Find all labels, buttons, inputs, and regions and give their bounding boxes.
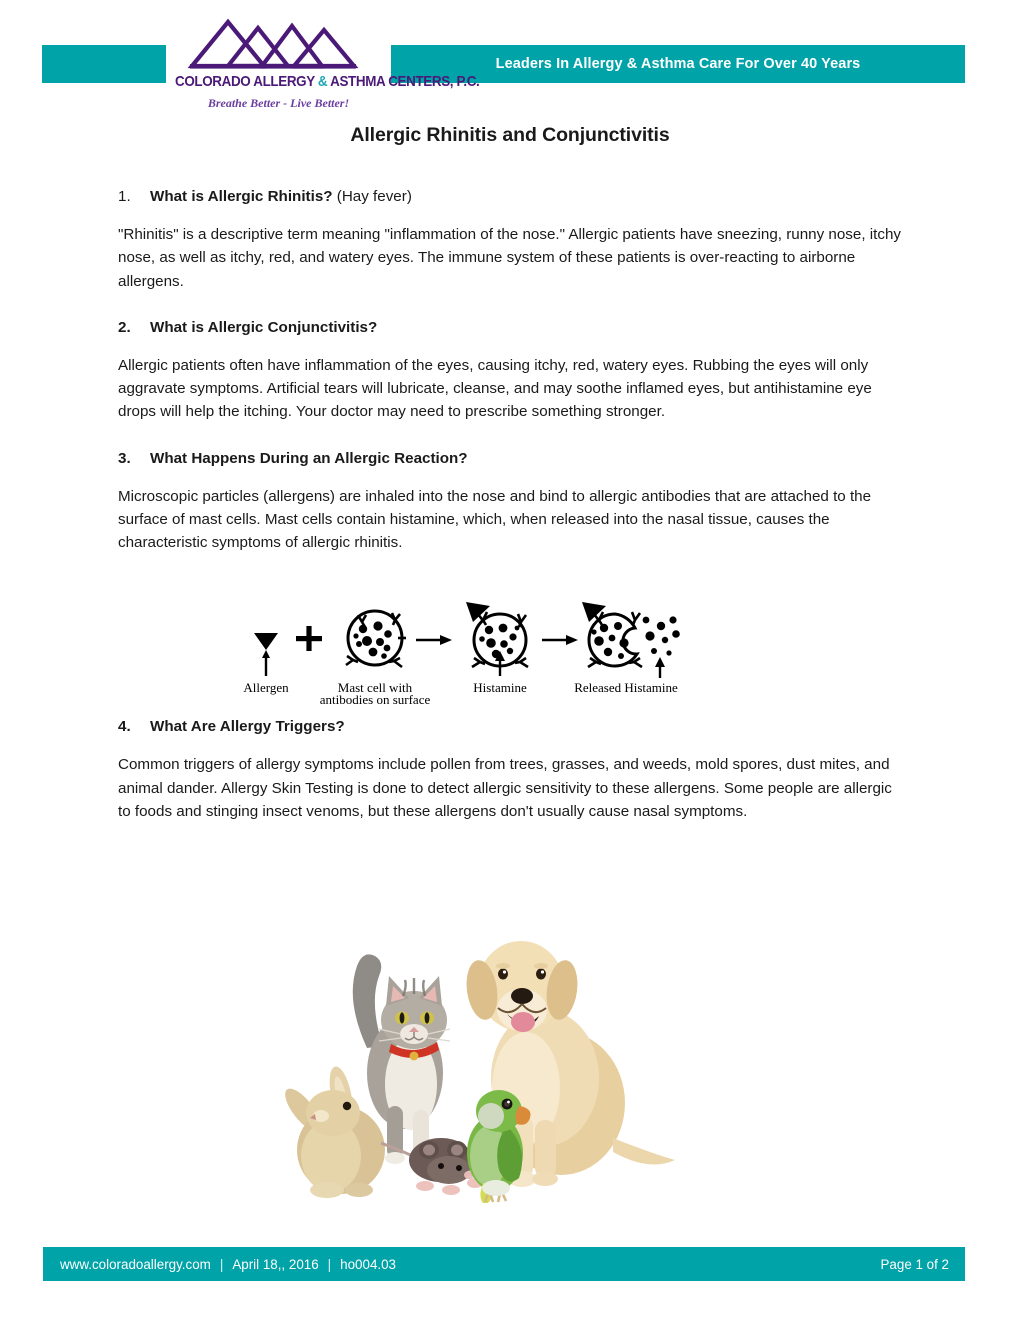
section-heading-2 [118,319,908,336]
logo-company-name [175,74,480,90]
section-number-3: 3. [118,449,131,467]
footer-website[interactable]: www.coloradoallergy.com [60,1256,211,1272]
mast-cell-2 [466,602,528,676]
section-title-4: What Are Allergy Triggers? [150,718,345,736]
section-title-1-main: What is Allergic Rhinitis? [150,188,333,205]
header-band-left [42,45,166,83]
footer-date: April 18,, 2016 [232,1256,319,1272]
section-paragraph-3: Microscopic particles (allergens) are inhaled into the nose and bind to allergic antibodies that are attached to the surface of mast cells. Mast cells contain histamine, which, when released into the nasal tissue, causes the characteristic symptoms of allergic rhinitis. [118,487,872,551]
section-paragraph-2: Allergic patients often have inflammation of the eyes, causing itchy, red, watery eyes. Rubbing the eyes will only aggravate symptoms. Artificial tears will lubricate, cleanse, and may soothe inflamed eyes, but antihistamine eye drops will help the itching. Your doctor may need to prescribe something stronger. [118,356,872,421]
footer-separator-1: | [219,1256,224,1272]
logo-name-part2: ASTHMA CENTERS, P.C. [327,74,480,90]
page-header [0,0,1020,132]
section-heading-1 [118,188,908,205]
section-number-1: 1. [118,188,131,205]
section-title-1 [150,188,412,205]
section-number-4: 4. [118,718,131,736]
footer-doc-id: ho004.03 [340,1256,397,1272]
mast-cell-diagram [232,596,682,704]
page-title: Allergic Rhinitis and Conjunctivitis [350,124,670,146]
logo-name-part1: COLORADO ALLERGY [175,74,318,90]
section-title-3: What Happens During an Allergic Reaction? [150,449,468,467]
diagram-label-released-histamine: Released Histamine [574,680,678,695]
mast-cell-degranulation-icon [232,596,682,704]
pets-illustration [283,898,683,1203]
footer-separator-2: | [327,1256,332,1272]
header-tagline-text: Leaders In Allergy & Asthma Care For Over 40 Years [495,56,861,72]
section-title-1-sub: (Hay fever) [332,188,412,205]
diagram-label-histamine: Histamine [473,680,527,695]
pets-photo [283,898,683,1203]
diagram-label-allergen: Allergen [243,680,289,695]
diagram-label-mastcell-line1: Mast cell with [337,680,413,695]
arrow-2-icon [542,635,578,645]
mast-cell-1 [346,611,406,667]
section-heading-4 [118,718,908,735]
page-footer [43,1247,965,1281]
document-body [118,188,908,849]
diagram-label-mastcell-line2: antibodies on surface [319,692,431,704]
section-number-2: 2. [118,318,131,336]
mountain-peaks-icon [184,16,374,74]
logo-name-ampersand: & [317,74,328,90]
footer-page-number: Page 1 of 2 [880,1256,949,1272]
released-granules [643,616,680,655]
section-paragraph-4: Common triggers of allergy symptoms include pollen from trees, grasses, and weeds, mold spores, dust mites, and animal dander. Allergy Skin Testing is done to detect allergic sensitivity to these allergens. Some people are allergic to foods and stinging insect venoms, but these allergens don't usually cause nasal symptoms. [118,756,892,820]
logo-slogan: Breathe Better - Live Better! [207,96,350,110]
footer-left-text [60,1257,396,1272]
section-heading-3 [118,450,908,467]
allergen-triangle-icon [254,633,278,650]
section-title-2: What is Allergic Conjunctivitis? [150,318,378,336]
section-paragraph-1: "Rhinitis" is a descriptive term meaning "inflammation of the nose." Allergic patients have sneezing, runny nose, itchy nose, as well as itchy, red, and watery eyes. The immune system of these patients is over-reacting to airborne allergens. [118,226,902,290]
company-logo [166,14,480,118]
mast-cell-3 [582,602,680,678]
arrow-1-icon [416,635,452,645]
plus-sign-icon [296,626,322,651]
